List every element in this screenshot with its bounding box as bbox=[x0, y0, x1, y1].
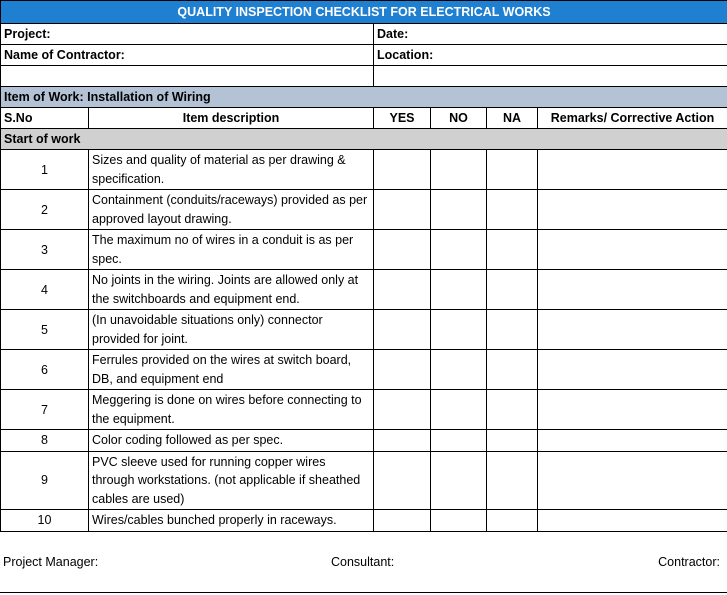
na-cell[interactable] bbox=[487, 451, 538, 510]
table-row bbox=[1, 510, 727, 532]
no-cell[interactable] bbox=[431, 451, 487, 510]
table-row bbox=[1, 350, 727, 390]
remarks-cell[interactable] bbox=[538, 270, 727, 310]
row-number: 7 bbox=[1, 390, 89, 430]
yes-cell[interactable] bbox=[374, 230, 431, 270]
row-number: 6 bbox=[1, 350, 89, 390]
row-number: 4 bbox=[1, 270, 89, 310]
row-number: 10 bbox=[1, 510, 89, 532]
column-header-yes: YES bbox=[374, 108, 431, 129]
contractor-name-field[interactable]: Name of Contractor: bbox=[1, 45, 374, 66]
section-heading-start-of-work: Start of work bbox=[1, 129, 727, 150]
table-row bbox=[1, 230, 727, 270]
table-row bbox=[1, 451, 727, 510]
no-cell[interactable] bbox=[431, 350, 487, 390]
no-cell[interactable] bbox=[431, 390, 487, 430]
no-cell[interactable] bbox=[431, 430, 487, 452]
row-description: Ferrules provided on the wires at switch board, DB, and equipment end bbox=[89, 350, 374, 390]
table-row bbox=[1, 310, 727, 350]
bottom-border bbox=[0, 592, 727, 593]
no-cell[interactable] bbox=[431, 230, 487, 270]
row-description: PVC sleeve used for running copper wires through workstations. (not applicable if sheathed cables are used) bbox=[89, 451, 374, 510]
no-cell[interactable] bbox=[431, 270, 487, 310]
row-description: Sizes and quality of material as per drawing & specification. bbox=[89, 150, 374, 190]
na-cell[interactable] bbox=[487, 390, 538, 430]
blank-cell-left[interactable] bbox=[1, 66, 374, 87]
no-cell[interactable] bbox=[431, 310, 487, 350]
na-cell[interactable] bbox=[487, 310, 538, 350]
yes-cell[interactable] bbox=[374, 270, 431, 310]
na-cell[interactable] bbox=[487, 350, 538, 390]
remarks-cell[interactable] bbox=[538, 390, 727, 430]
row-number: 1 bbox=[1, 150, 89, 190]
na-cell[interactable] bbox=[487, 150, 538, 190]
column-header-no: NO bbox=[431, 108, 487, 129]
project-field[interactable]: Project: bbox=[1, 24, 374, 45]
page-title: QUALITY INSPECTION CHECKLIST FOR ELECTRICAL WORKS bbox=[1, 1, 727, 24]
na-cell[interactable] bbox=[487, 510, 538, 532]
table-row bbox=[1, 390, 727, 430]
remarks-cell[interactable] bbox=[538, 350, 727, 390]
remarks-cell[interactable] bbox=[538, 150, 727, 190]
row-description: No joints in the wiring. Joints are allowed only at the switchboards and equipment end. bbox=[89, 270, 374, 310]
na-cell[interactable] bbox=[487, 270, 538, 310]
row-description: (In unavoidable situations only) connector provided for joint. bbox=[89, 310, 374, 350]
project-manager-label: Project Manager: bbox=[3, 555, 99, 569]
yes-cell[interactable] bbox=[374, 150, 431, 190]
row-number: 8 bbox=[1, 430, 89, 452]
na-cell[interactable] bbox=[487, 230, 538, 270]
contractor-label: Contractor: bbox=[658, 555, 720, 569]
yes-cell[interactable] bbox=[374, 310, 431, 350]
table-row bbox=[1, 150, 727, 190]
yes-cell[interactable] bbox=[374, 190, 431, 230]
row-description: Wires/cables bunched properly in raceways. bbox=[89, 510, 374, 532]
remarks-cell[interactable] bbox=[538, 230, 727, 270]
signature-footer bbox=[0, 549, 727, 577]
consultant-label: Consultant: bbox=[331, 555, 395, 569]
yes-cell[interactable] bbox=[374, 390, 431, 430]
na-cell[interactable] bbox=[487, 190, 538, 230]
row-number: 9 bbox=[1, 451, 89, 510]
yes-cell[interactable] bbox=[374, 451, 431, 510]
row-number: 2 bbox=[1, 190, 89, 230]
na-cell[interactable] bbox=[487, 430, 538, 452]
row-number: 3 bbox=[1, 230, 89, 270]
no-cell[interactable] bbox=[431, 510, 487, 532]
row-number: 5 bbox=[1, 310, 89, 350]
row-description: The maximum no of wires in a conduit is as per spec. bbox=[89, 230, 374, 270]
yes-cell[interactable] bbox=[374, 510, 431, 532]
column-header-na: NA bbox=[487, 108, 538, 129]
remarks-cell[interactable] bbox=[538, 510, 727, 532]
item-of-work-heading: Item of Work: Installation of Wiring bbox=[1, 87, 727, 108]
remarks-cell[interactable] bbox=[538, 190, 727, 230]
table-row bbox=[1, 430, 727, 452]
column-header-description: Item description bbox=[89, 108, 374, 129]
column-header-sno: S.No bbox=[1, 108, 89, 129]
remarks-cell[interactable] bbox=[538, 451, 727, 510]
remarks-cell[interactable] bbox=[538, 310, 727, 350]
row-description: Containment (conduits/raceways) provided as per approved layout drawing. bbox=[89, 190, 374, 230]
location-field[interactable]: Location: bbox=[374, 45, 727, 66]
date-field[interactable]: Date: bbox=[374, 24, 727, 45]
yes-cell[interactable] bbox=[374, 350, 431, 390]
blank-cell-right[interactable] bbox=[374, 66, 727, 87]
row-description: Color coding followed as per spec. bbox=[89, 430, 374, 452]
column-header-remarks: Remarks/ Corrective Action bbox=[538, 108, 727, 129]
row-description: Meggering is done on wires before connecting to the equipment. bbox=[89, 390, 374, 430]
remarks-cell[interactable] bbox=[538, 430, 727, 452]
table-row bbox=[1, 190, 727, 230]
no-cell[interactable] bbox=[431, 150, 487, 190]
no-cell[interactable] bbox=[431, 190, 487, 230]
yes-cell[interactable] bbox=[374, 430, 431, 452]
table-row bbox=[1, 270, 727, 310]
